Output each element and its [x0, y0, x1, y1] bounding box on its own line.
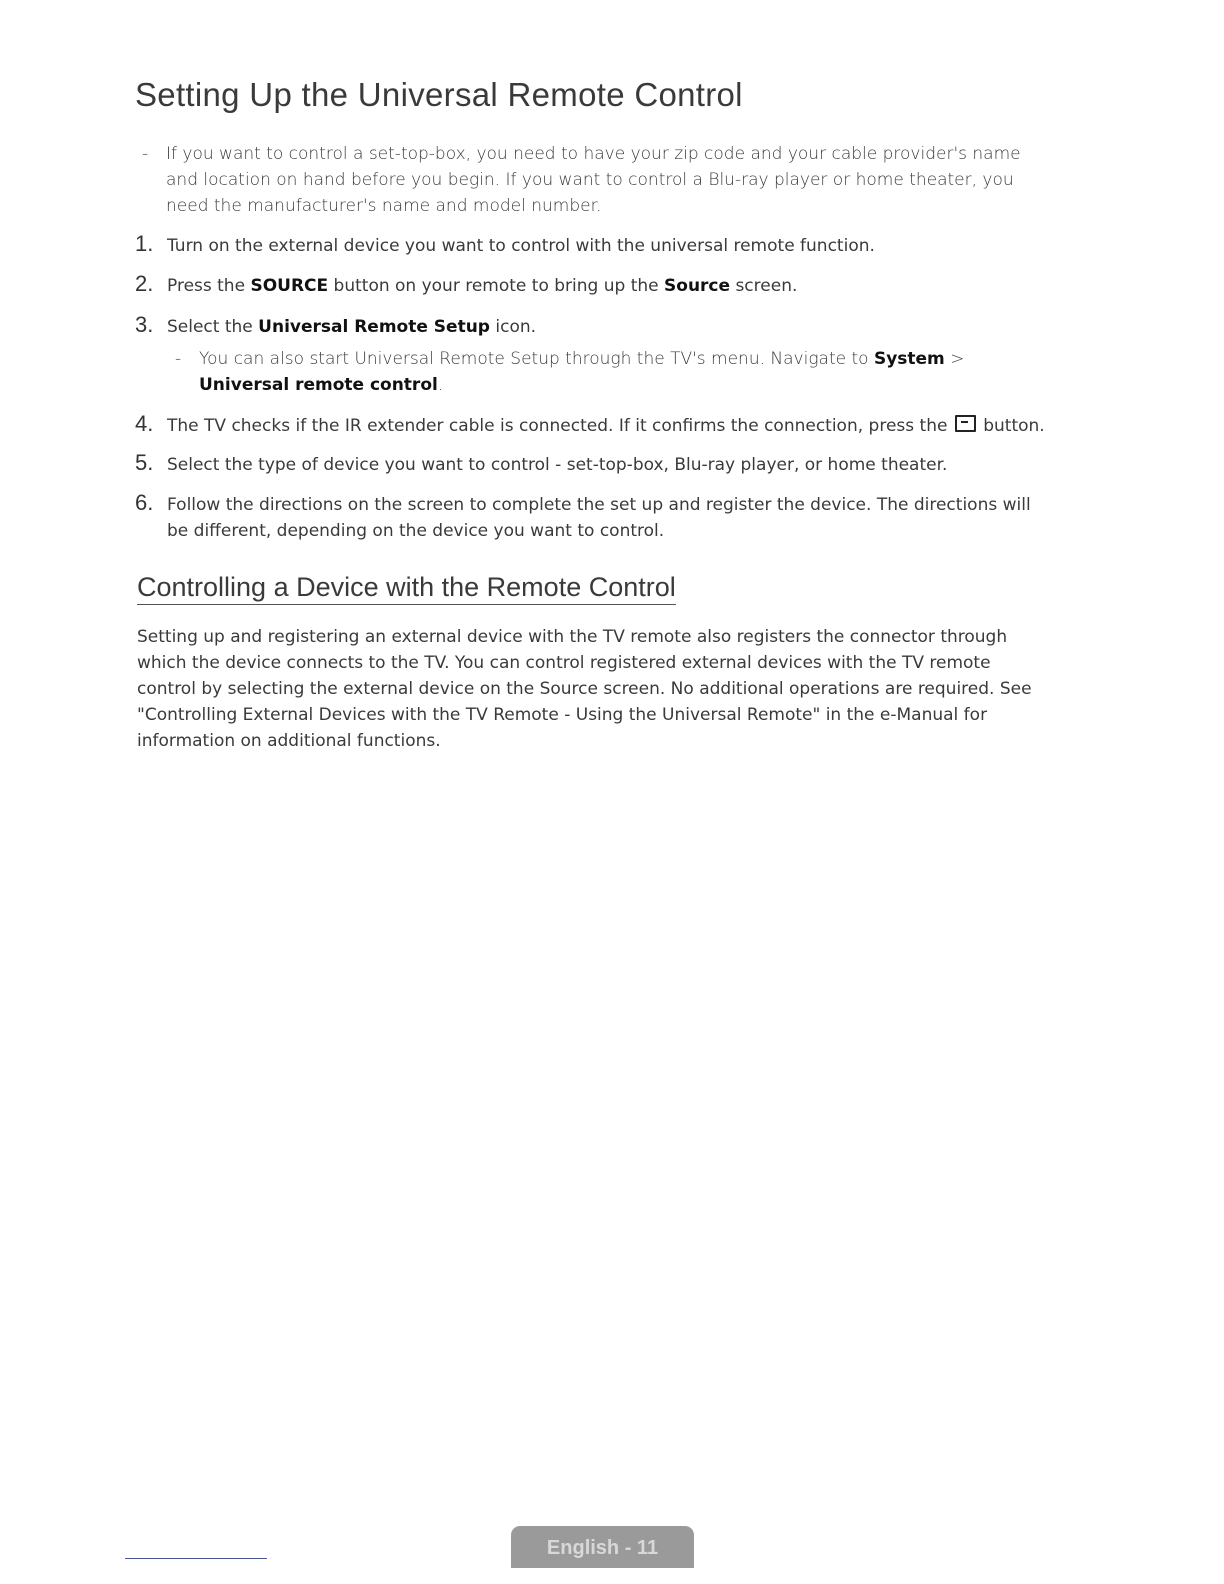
universal-remote-control-label: Universal remote control	[199, 375, 438, 395]
step-text: Press the SOURCE button on your remote to bring up the Source screen.	[167, 276, 798, 296]
note-dash: -	[142, 144, 149, 164]
step-text: The TV checks if the IR extender cable is connected. If it confirms the connection, press the button.	[167, 416, 1045, 436]
step-number: 2.	[135, 271, 154, 296]
source-button-label: SOURCE	[250, 276, 329, 296]
step-text: Select the Universal Remote Setup icon.	[167, 317, 537, 337]
step-3-sub-note: - You can also start Universal Remote Setup through the TV's menu. Navigate to System > Universal remote control.	[199, 346, 1039, 398]
step-number: 1.	[135, 231, 154, 256]
step-text: Turn on the external device you want to control with the universal remote function.	[167, 236, 875, 256]
step-number: 5.	[135, 450, 154, 475]
step-number: 4.	[135, 411, 154, 436]
source-screen-label: Source	[664, 276, 731, 296]
section-title-universal-remote: Setting Up the Universal Remote Control	[135, 76, 743, 113]
system-menu-label: System	[873, 349, 945, 369]
step-number: 6.	[135, 490, 154, 515]
intro-note	[142, 141, 1046, 219]
enter-button-icon	[955, 415, 976, 432]
controlling-device-paragraph: Setting up and registering an external device with the TV remote also registers the connector through which the device connects to the TV. You can control registered external devices with the TV remote control by selecting the external device on the Source screen. No additional operations are required. See "Controlling External Devices with the TV Remote - Using the Universal Remote" in the e-Manual for information on additional functions.	[137, 627, 1032, 751]
intro-note-text: If you want to control a set-top-box, you need to have your zip code and your cable provider's name and location on hand before you begin. If you want to control a Blu-ray player or home theater, you need the manufacturer's name and model number.	[166, 144, 1021, 216]
step-text: Select the type of device you want to control - set-top-box, Blu-ray player, or home theater.	[167, 455, 948, 475]
section-title-controlling-device: Controlling a Device with the Remote Control	[137, 572, 676, 605]
universal-remote-setup-label: Universal Remote Setup	[258, 317, 490, 337]
note-dash: -	[175, 349, 182, 369]
step-number: 3.	[135, 312, 154, 337]
page-number-badge: English - 11	[511, 1526, 694, 1568]
footer-rule	[125, 1558, 267, 1559]
step-text: Follow the directions on the screen to complete the set up and register the device. The directions will be different, depending on the device you want to control.	[167, 495, 1031, 541]
